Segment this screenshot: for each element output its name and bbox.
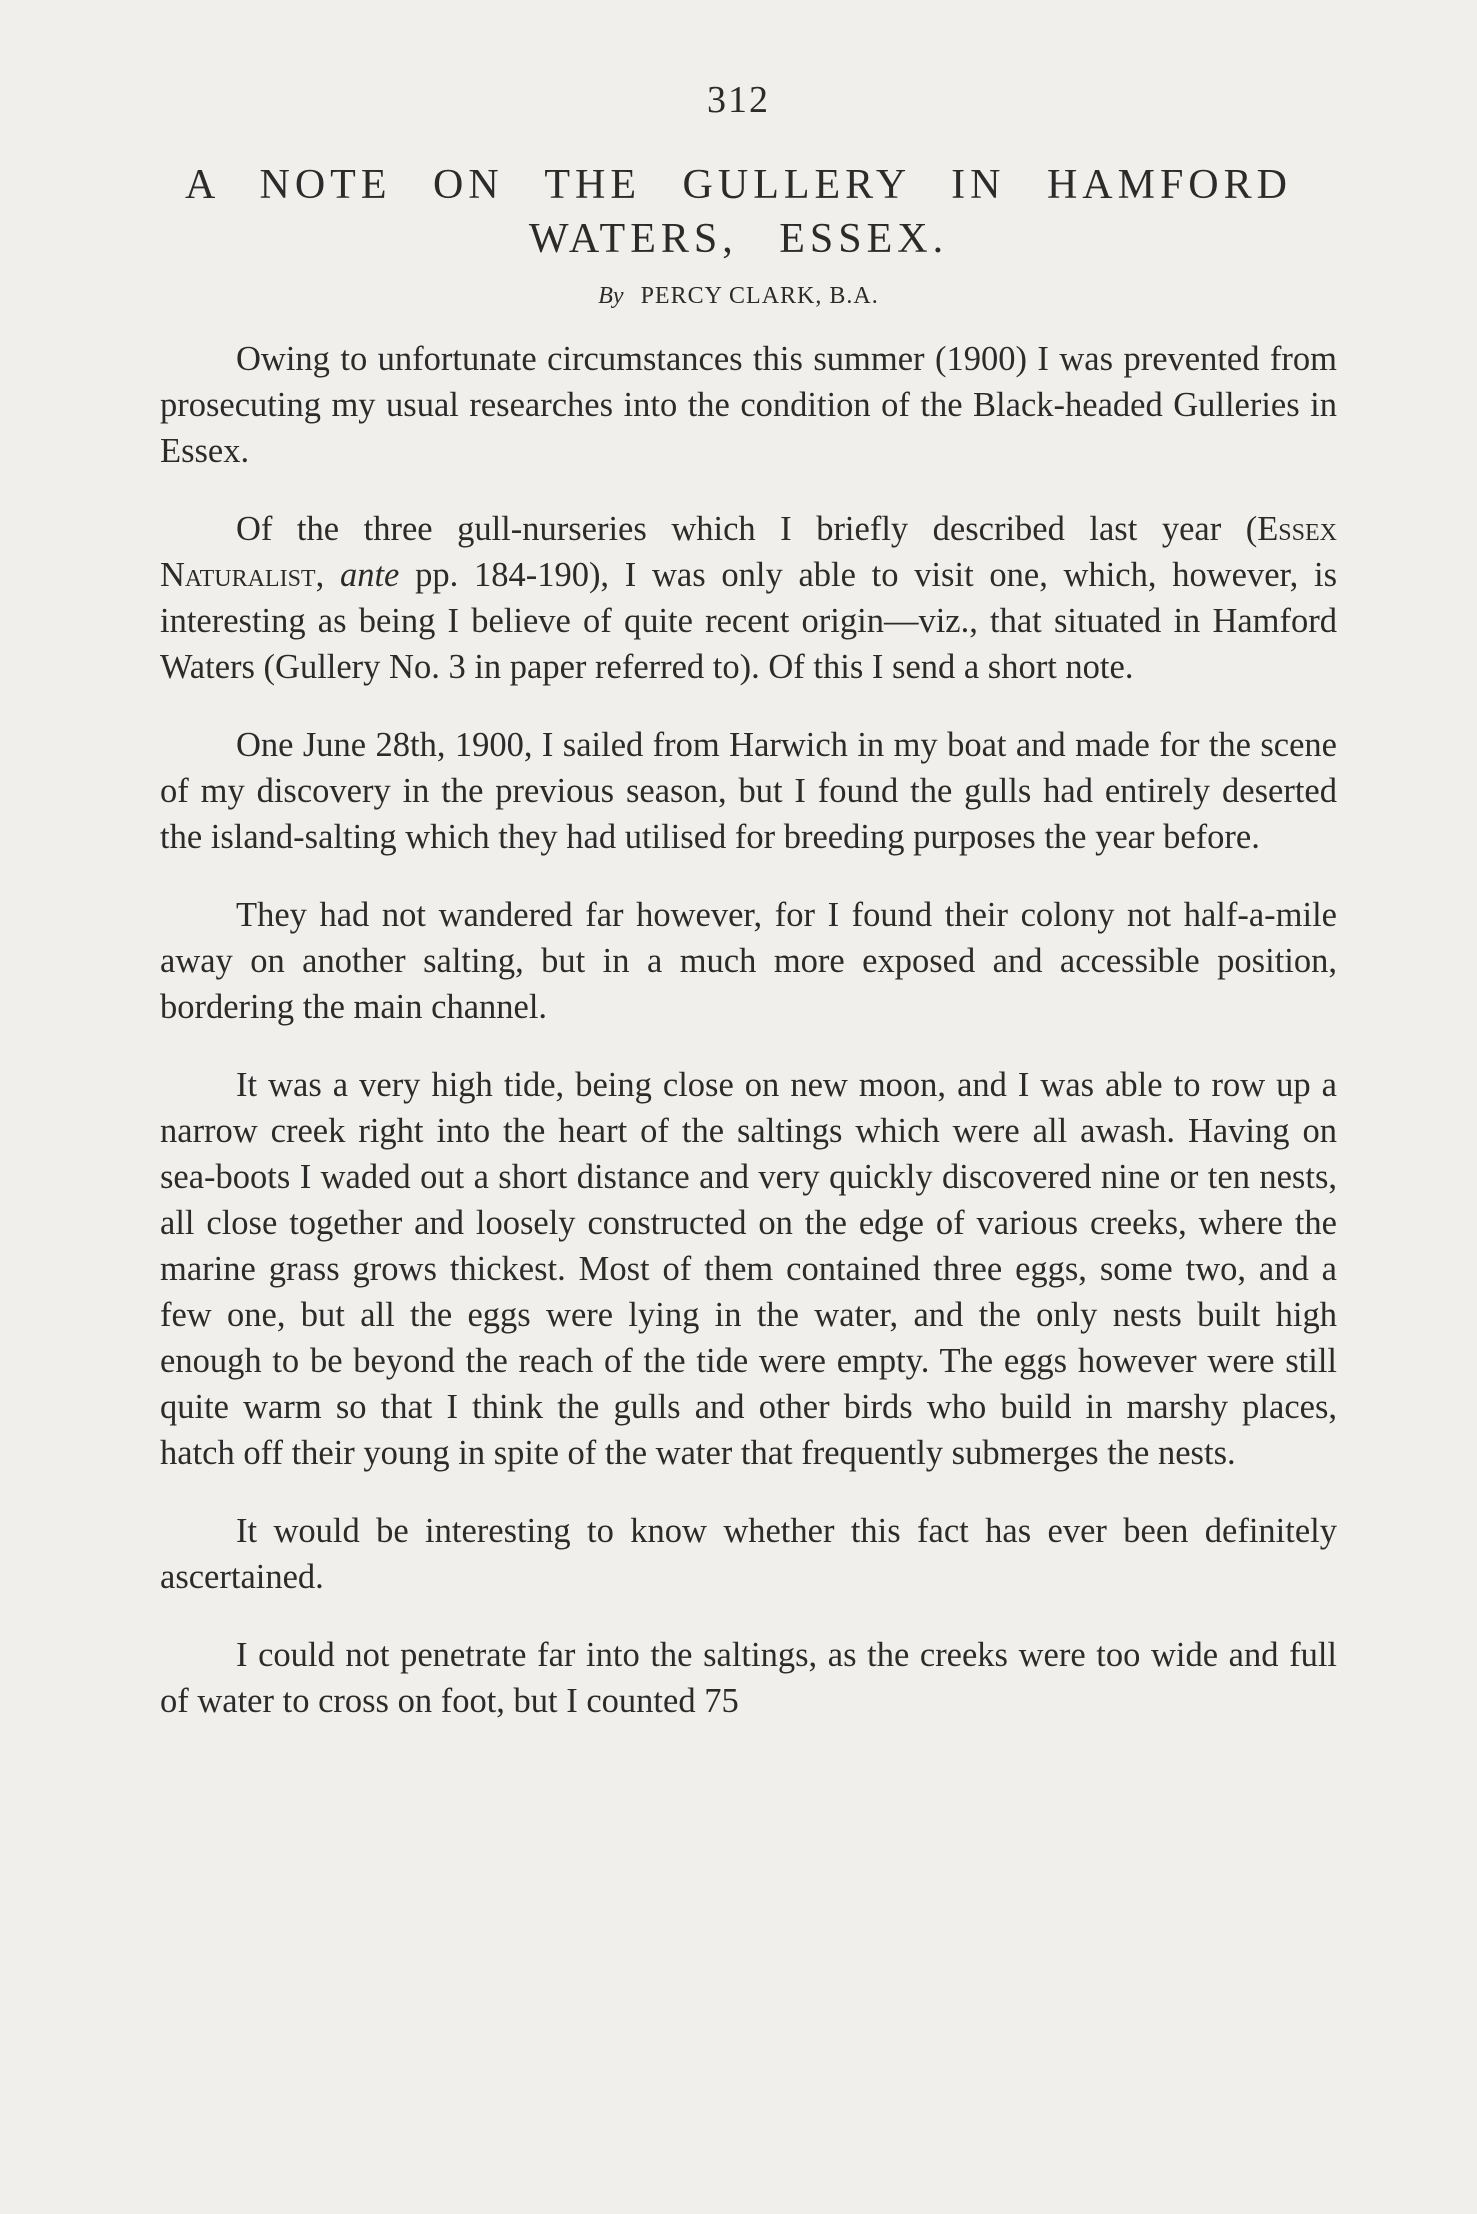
paragraph-6: It would be interesting to know whether this fact has ever been definitely ascertained.: [160, 1512, 1337, 1596]
paragraph-2: [160, 506, 1337, 690]
byline-by: By: [598, 283, 624, 309]
ante-word: ante: [339, 556, 400, 594]
paragraph-2-before: Of the three gull-nurseries which I briefly described last year (: [236, 510, 1258, 548]
paragraph-2-after: pp. 184-190), I was only able to visit one, which, however, is interesting as being I believe of quite recent origin—viz., that situated in Hamford Waters (Gullery No. 3 in paper referred to). Of this I send a short note.: [160, 556, 1337, 686]
paragraph-1: Owing to unfortunate circumstances this summer (1900) I was prevented from prosecuting my usual researches into the condition of the Black-headed Gulleries in Essex.: [160, 340, 1337, 470]
paragraph-3: One June 28th, 1900, I sailed from Harwich in my boat and made for the scene of my discovery in the previous season, but I found the gulls had entirely deserted the island-salting which they had utilised for breeding purposes the year before.: [160, 726, 1337, 856]
article-title: A NOTE ON THE GULLERY IN HAMFORD WATERS, ESSEX.: [185, 162, 1292, 262]
article-body: [160, 336, 1337, 1756]
paragraph-4: They had not wandered far however, for I found their colony not half-a-mile away on another salting, but in a much more exposed and accessible position, bordering the main channel.: [160, 896, 1337, 1026]
byline: [0, 283, 1477, 310]
paragraph-7: I could not penetrate far into the saltings, as the creeks were too wide and full of water to cross on foot, but I counted 75: [160, 1636, 1337, 1720]
journal-name: Essex Naturalist: [160, 510, 1337, 594]
paragraph-5: It was a very high tide, being close on new moon, and I was able to row up a narrow creek right into the heart of the saltings which were all awash. Having on sea-boots I waded out a short distance and very quickly discovered nine or ten nests, all close together and loosely constructed on the edge of various creeks, where the marine grass grows thickest. Most of them contained three eggs, some two, and a few one, but all the eggs were lying in the water, and the only nests built high enough to be beyond the reach of the tide were empty. The eggs however were still quite warm so that I think the gulls and other birds who build in marshy places, hatch off their young in spite of the water that frequently submerges the nests.: [160, 1066, 1337, 1472]
page-number: 312: [707, 79, 770, 121]
author-name: PERCY CLARK, B.A.: [640, 283, 879, 309]
paragraph-2-comma: ,: [315, 556, 340, 594]
